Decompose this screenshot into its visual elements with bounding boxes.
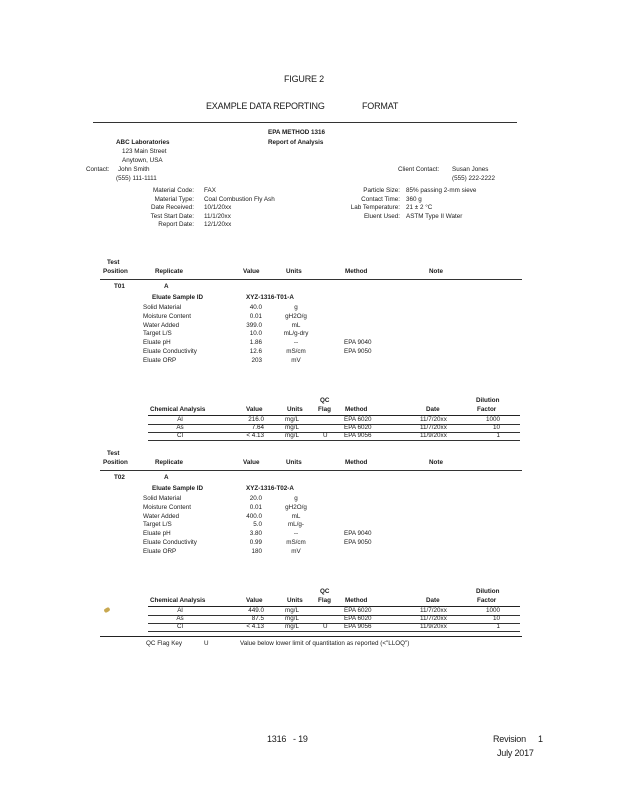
analysis-header-rule [148,415,520,416]
header-qc: QC [320,588,330,595]
property-method: EPA 9040 [344,339,372,347]
analysis-date: 11/9/20xx [420,622,447,630]
property-units: gH2O/g [285,312,307,320]
header-factor: Factor [477,596,497,604]
property-name: Eluate pH [143,339,171,347]
client-contact-name: Susan Jones [452,166,489,173]
property-name: Target L/S [143,521,172,529]
property-value: 40.0 [249,304,262,311]
header-value: Value [243,268,260,275]
qc-flag-key-label: QC Flag Key [146,640,183,647]
property-value: 399.0 [246,321,262,329]
info-value: 85% passing 2-mm sieve [406,187,477,194]
report-subtitle: Report of Analysis [268,139,324,146]
eluate-id: XYZ-1316-T01-A [246,294,294,301]
client-phone: (555) 222-2222 [452,175,496,182]
header-date: Date [426,405,440,413]
info-label: Date Received: [150,204,194,211]
property-name: Solid Material [143,304,182,311]
property-units: gH2O/g [285,503,307,511]
property-name: Water Added [143,512,180,520]
analysis-chem: As [176,423,184,431]
info-label: Particle Size: [363,187,400,194]
header-method: Method [345,268,368,275]
analysis-date: 11/7/20xx [420,614,447,622]
info-value: ASTM Type II Water [406,212,463,220]
analysis-row-rule [148,440,520,441]
client-contact-label: Client Contact: [398,166,440,173]
property-value: 400.0 [246,512,262,520]
analysis-units: mg/L [285,614,299,622]
analysis-chem: Cl [177,431,183,439]
property-name: Eluate ORP [143,356,177,364]
property-units: mS/cm [286,539,306,546]
info-value: 21 ± 2 °C [406,204,433,211]
analysis-date: 11/7/20xx [420,415,447,423]
analysis-chem: As [176,614,184,622]
property-units: -- [293,339,299,347]
info-label: Contact Time: [361,195,400,203]
header-replicate: Replicate [155,459,183,466]
lab-contact-label: Contact: [86,166,110,173]
section-rule [100,470,522,471]
property-units: -- [293,530,299,538]
analysis-chem: Al [177,415,183,423]
property-name: Water Added [143,321,180,329]
property-value: 10.0 [249,330,262,338]
header-method: Method [345,405,368,413]
analysis-units: mg/L [285,423,299,431]
header-flag: Flag [318,405,331,413]
lab-phone: (555) 111-1111 [116,175,157,182]
property-value: 20.0 [249,495,262,502]
analysis-value: 87.5 [251,614,264,622]
header-replicate: Replicate [155,268,183,275]
property-units: mS/cm [286,348,306,355]
analysis-units: mg/L [285,415,299,423]
header-note: Note [429,268,443,275]
qc-key-rule [100,636,522,637]
property-method: EPA 9050 [344,539,372,546]
lab-contact-name: John Smith [118,166,150,173]
property-value: 3.80 [249,530,262,538]
property-units: mL/g-dry [283,330,309,338]
header-note: Note [429,459,443,466]
analysis-chem: Al [177,606,183,614]
analysis-header-rule [148,606,520,607]
analysis-units: mg/L [285,431,299,439]
analysis-value: 449.0 [248,606,264,614]
property-value: 12.6 [249,348,262,355]
analysis-flag: U [323,622,328,630]
test-position: T01 [114,283,125,290]
analysis-dilution: 1000 [485,415,500,423]
analysis-value: < 4.13 [246,622,264,630]
header-position: Position [103,459,128,466]
analysis-method: EPA 6020 [344,423,372,431]
info-label: Report Date: [158,221,194,228]
property-name: Moisture Content [143,503,191,511]
analysis-value: 7.64 [251,423,264,431]
property-value: 5.0 [253,521,262,529]
eluate-label: Eluate Sample ID [152,294,204,301]
qc-flag-code: U [204,640,209,647]
qc-flag-text: Value below lower limit of quantitation as reported (<"LLOQ") [240,640,410,647]
property-units: g [294,495,298,502]
analysis-date: 11/7/20xx [420,423,447,431]
property-name: Moisture Content [143,312,191,320]
analysis-dilution: 10 [492,614,500,622]
analysis-row-rule [148,615,520,616]
analysis-date: 11/9/20xx [420,431,447,439]
figure-title: FIGURE 2 [284,74,324,84]
header-dilution: Dilution [476,397,500,404]
header-dilution: Dilution [476,588,500,595]
property-units: mV [291,356,301,364]
property-value: 0.99 [249,539,262,546]
header-test: Test [107,450,120,457]
info-value: 10/1/20xx [204,204,232,211]
analysis-flag: U [323,431,328,439]
property-name: Solid Material [143,495,182,502]
footer-revision-label: Revision [493,734,526,744]
property-value: 0.01 [249,503,262,511]
property-name: Eluate Conductivity [143,348,197,355]
header-position: Position [103,268,128,275]
header-units: Units [286,459,302,466]
analysis-dilution: 1 [496,431,500,439]
info-label: Material Code: [153,187,194,194]
header-date: Date [426,596,440,604]
analysis-row-rule [148,432,520,433]
info-value: 360 g [406,195,422,203]
header-value: Value [246,596,263,604]
property-value: 0.01 [249,312,262,320]
replicate-id: A [164,283,169,290]
analysis-dilution: 1 [496,622,500,630]
analysis-chem: Cl [177,622,183,630]
header-test: Test [107,259,120,266]
scan-mark [103,607,110,613]
info-label: Lab Temperature: [350,204,400,211]
info-label: Material Type: [154,195,194,203]
analysis-row-rule [148,623,520,624]
property-name: Target L/S [143,330,172,338]
property-name: Eluate Conductivity [143,539,197,546]
lab-city: Anytown, USA [122,157,163,164]
property-units: mL [291,512,301,520]
info-value: 11/1/20xx [204,212,231,220]
header-value: Value [246,405,263,413]
header-value: Value [243,459,260,466]
property-value: 1.86 [249,339,262,347]
footer-revision-number: 1 [538,734,543,744]
header-chemical-analysis: Chemical Analysis [150,596,206,604]
figure-subtitle-format: FORMAT [362,101,399,111]
eluate-id: XYZ-1316-T02-A [246,485,294,492]
analysis-row-rule [148,424,520,425]
info-value: 12/1/20xx [204,221,232,228]
analysis-units: mg/L [285,606,299,614]
property-value: 180 [251,547,262,555]
report-title: EPA METHOD 1316 [268,129,326,136]
analysis-method: EPA 6020 [344,606,372,614]
property-units: mL [291,321,301,329]
figure-subtitle: EXAMPLE DATA REPORTING [206,101,325,111]
lab-street: 123 Main Street [122,148,167,155]
property-method: EPA 9040 [344,530,372,538]
property-name: Eluate ORP [143,547,177,555]
property-value: 203 [251,356,262,364]
info-label: Test Start Date: [150,212,194,220]
header-rule [93,122,517,123]
analysis-units: mg/L [285,622,299,630]
header-flag: Flag [318,596,331,604]
property-method: EPA 9050 [344,348,372,355]
property-units: mL/g- [287,521,305,529]
info-label: Eluent Used: [363,212,400,220]
analysis-date: 11/7/20xx [420,606,447,614]
header-units: Units [286,268,302,275]
analysis-method: EPA 6020 [344,415,372,423]
header-qc: QC [320,397,330,404]
analysis-value: 216.0 [248,415,264,423]
lab-name: ABC Laboratories [116,139,170,146]
footer-date: July 2017 [497,748,534,758]
analysis-method: EPA 6020 [344,614,372,622]
test-position: T02 [114,474,125,481]
header-chemical-analysis: Chemical Analysis [150,405,206,413]
analysis-dilution: 1000 [485,606,500,614]
header-units: Units [287,596,303,604]
analysis-dilution: 10 [492,423,500,431]
info-value: FAX [204,187,216,194]
footer-page-number: - 19 [293,734,308,744]
property-name: Eluate pH [143,530,171,538]
info-value: Coal Combustion Fly Ash [204,195,275,203]
footer-method: 1316 [267,734,287,744]
eluate-label: Eluate Sample ID [152,485,204,492]
header-factor: Factor [477,405,497,413]
header-method: Method [345,596,368,604]
analysis-value: < 4.13 [246,431,264,439]
header-method: Method [345,459,368,466]
property-units: mV [291,547,301,555]
analysis-method: EPA 9056 [344,622,372,630]
header-units: Units [287,405,303,413]
analysis-method: EPA 9056 [344,431,372,439]
replicate-id: A [164,474,169,481]
section-rule [100,279,522,280]
property-units: g [294,304,298,311]
analysis-row-rule [148,631,520,632]
